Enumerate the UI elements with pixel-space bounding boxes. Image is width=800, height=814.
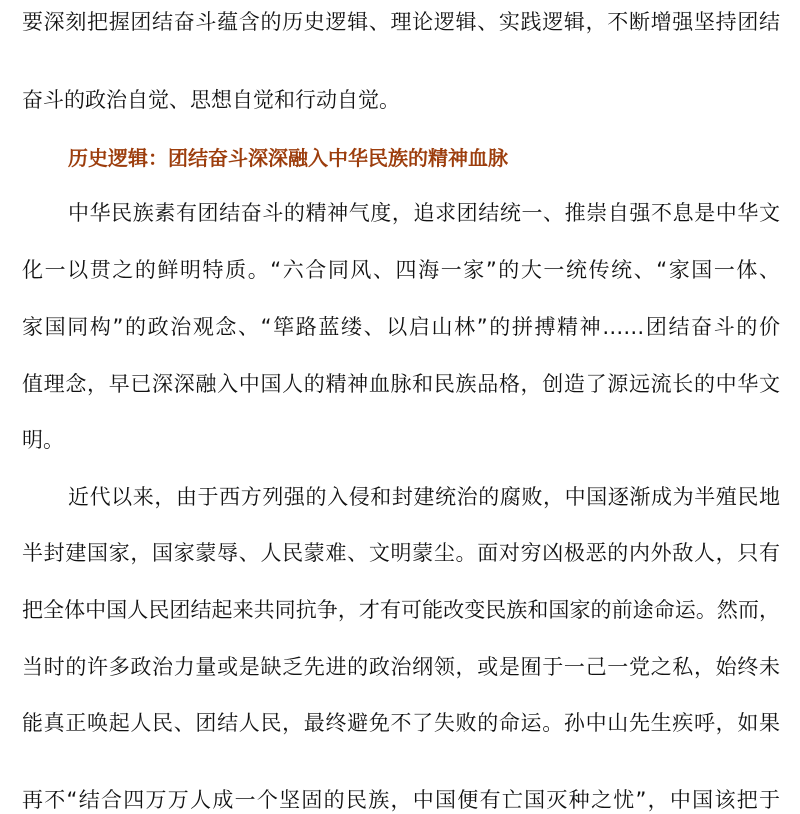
paragraph-line: 中华民族素有团结奋斗的精神气度，追求团结统一、推崇自强不息是中华文 [68, 201, 780, 225]
paragraph-line: 能真正唤起人民、团结人民，最终避免不了失败的命运。孙中山先生疾呼，如果 [22, 711, 780, 735]
paragraph-line: 近代以来，由于西方列强的入侵和封建统治的腐败，中国逐渐成为半殖民地 [68, 485, 780, 509]
paragraph-line: 当时的许多政治力量或是缺乏先进的政治纲领，或是囿于一己一党之私，始终未 [22, 655, 780, 679]
intro-line: 奋斗的政治自觉、思想自觉和行动自觉。 [22, 88, 400, 112]
paragraph-line: 明。 [22, 428, 64, 452]
paragraph-line: 再不“结合四万万人成一个坚固的民族，中国便有亡国灭种之忧”，中国该把于 [22, 788, 780, 812]
paragraph-line: 把全体中国人民团结起来共同抗争，才有可能改变民族和国家的前途命运。然而， [22, 598, 780, 622]
paragraph-line: 半封建国家，国家蒙辱、人民蒙难、文明蒙尘。面对穷凶极恶的内外敌人，只有 [22, 541, 780, 565]
paragraph-line: 化一以贯之的鲜明特质。“六合同风、四海一家”的大一统传统、“家国一体、 [22, 258, 780, 282]
paragraph-line: 家国同构”的政治观念、“筚路蓝缕、以启山林”的拼搏精神……团结奋斗的价 [22, 315, 780, 339]
paragraph-line: 值理念，早已深深融入中国人的精神血脉和民族品格，创造了源远流长的中华文 [22, 372, 780, 396]
section-heading: 历史逻辑：团结奋斗深深融入中华民族的精神血脉 [68, 146, 508, 170]
intro-line: 要深刻把握团结奋斗蕴含的历史逻辑、理论逻辑、实践逻辑，不断增强坚持团结 [22, 10, 780, 34]
